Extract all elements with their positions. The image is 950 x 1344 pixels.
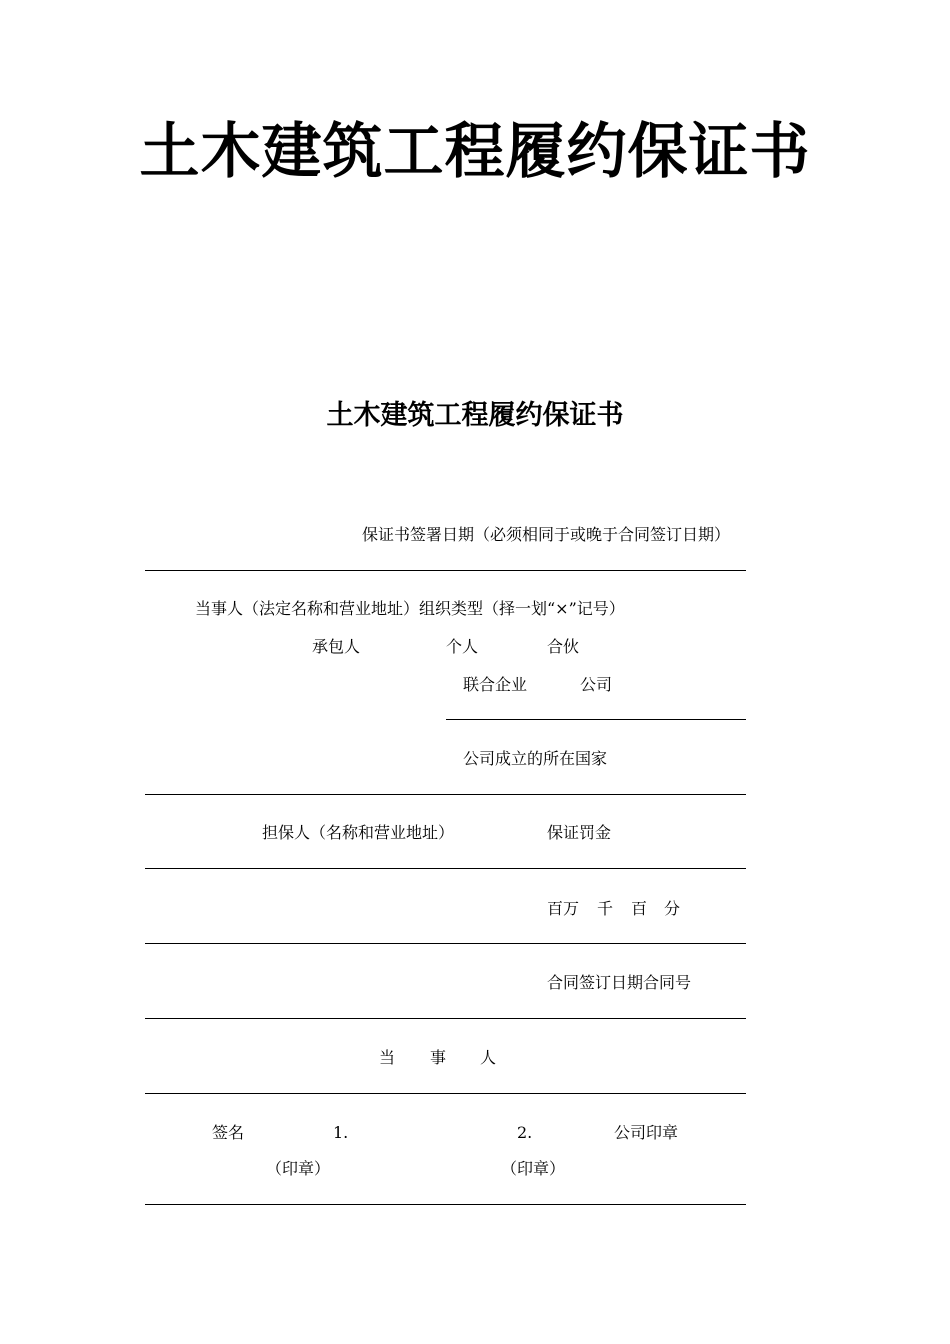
divider-line [145,570,746,571]
parties-label: 当事人（法定名称和营业地址）组织类型（择一划“×”记号） [195,599,625,618]
divider-line [145,1093,746,1094]
contractor-label: 承包人 [312,637,361,656]
divider-line [145,1204,746,1205]
unit-cent: 分 [664,899,681,918]
seal-label-1: （印章） [266,1159,331,1178]
company-seal-label: 公司印章 [614,1123,679,1142]
divider-line [145,794,746,795]
signing-date-label: 保证书签署日期（必须相同于或晚于合同签订日期） [362,525,731,544]
unit-thousand: 千 [597,899,614,918]
unit-hundred: 百 [631,899,648,918]
party-heading-char: 人 [480,1048,497,1067]
divider-line [145,943,746,944]
country-label: 公司成立的所在国家 [463,749,608,768]
seal-label-2: （印章） [501,1159,566,1178]
org-type-partnership: 合伙 [547,637,580,656]
org-type-joint-venture: 联合企业 [463,675,528,694]
divider-line [145,1018,746,1019]
main-title: 土木建筑工程履约保证书 [139,117,811,187]
divider-line [145,868,746,869]
party-heading-char: 当 [379,1048,396,1067]
guarantor-label: 担保人（名称和营业地址） [262,823,455,842]
contract-label: 合同签订日期合同号 [547,973,692,992]
org-type-company: 公司 [580,675,613,694]
org-type-individual: 个人 [446,637,479,656]
party-heading-char: 事 [430,1048,447,1067]
unit-million: 百万 [547,899,580,918]
divider-line [446,719,746,720]
signature-number-1: 1. [333,1123,349,1142]
sub-title: 土木建筑工程履约保证书 [326,400,624,431]
signature-label: 签名 [212,1123,245,1142]
penalty-label: 保证罚金 [547,823,612,842]
signature-number-2: 2. [517,1123,533,1142]
